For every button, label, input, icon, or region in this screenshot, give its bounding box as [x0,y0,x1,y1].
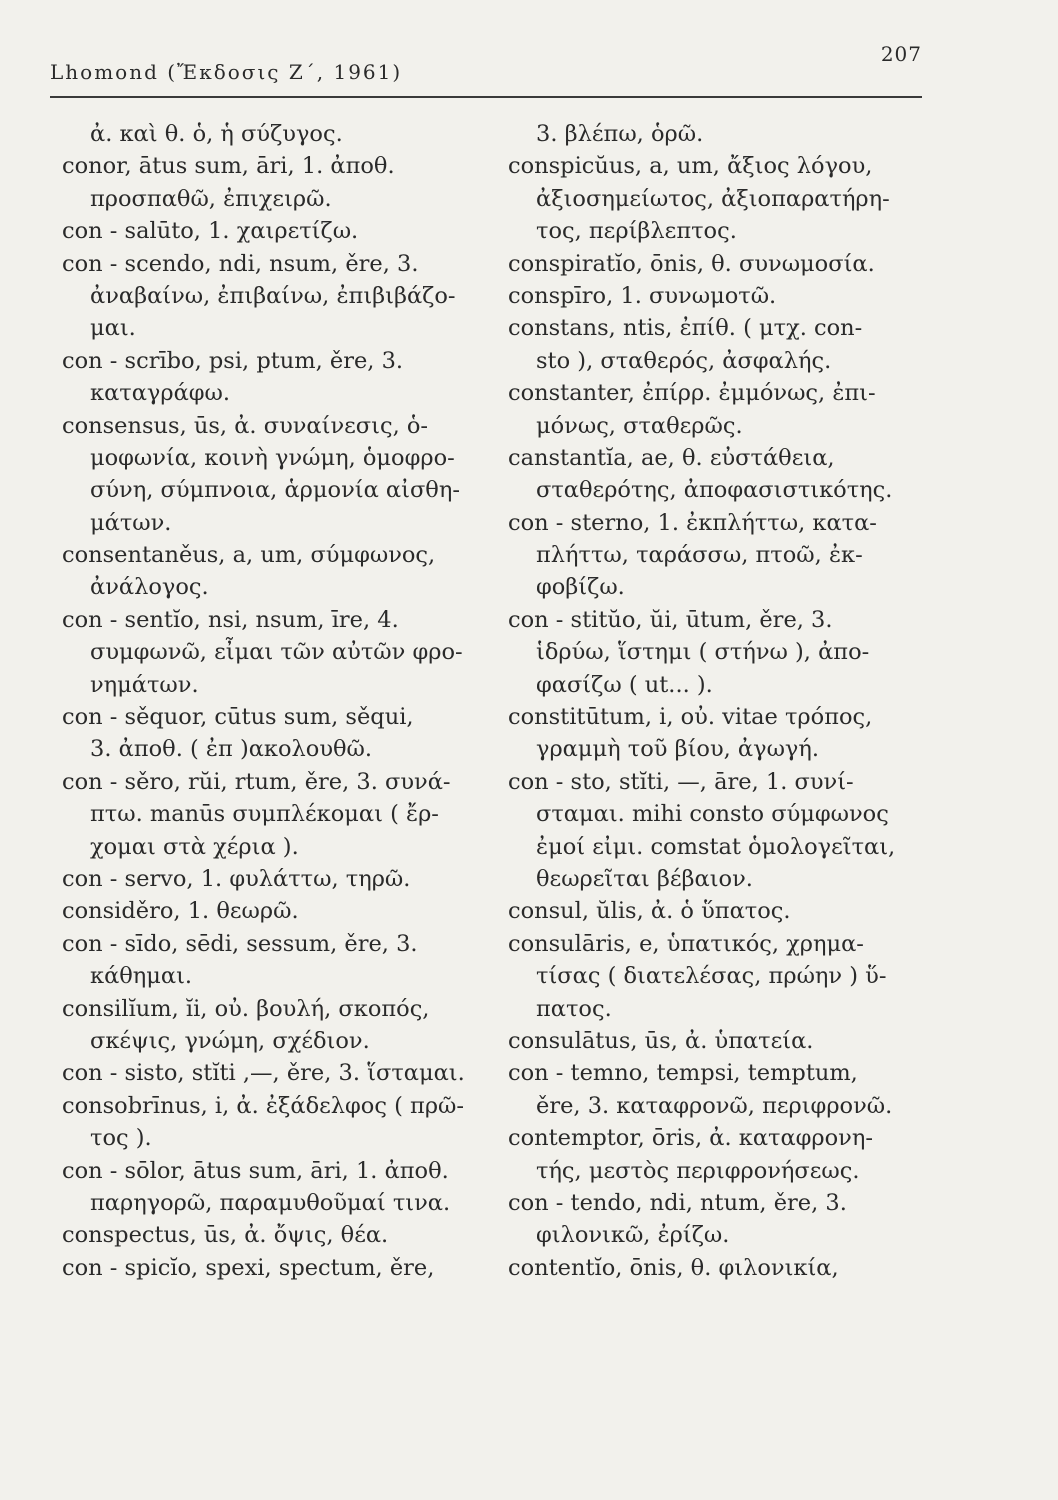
dictionary-line: con - sěro, rŭi, rtum, ěre, 3. συνά- [62,768,451,795]
dictionary-line: 3. βλέπω, ὁρῶ. [536,121,704,147]
dictionary-line: ěre, 3. καταφρονῶ, περιφρονῶ. [536,1092,893,1119]
dictionary-line: con - sentĭo, nsi, nsum, īre, 4. [62,606,399,633]
dictionary-line: μαι. [90,315,136,342]
dictionary-line: γραμμὴ τοῦ βίου, ἀγωγή. [536,736,819,763]
dictionary-line: constanter, ἐπίρρ. ἐμμόνως, ἐπι- [508,380,876,407]
dictionary-line: παρηγορῶ, παραμυθοῦμαί τινα. [90,1189,451,1216]
dictionary-line: συμφωνῶ, εἶμαι τῶν αὐτῶν φρο- [90,639,463,666]
dictionary-line: σταμαι. mihi consto σύμφωνος [536,801,889,828]
dictionary-line: φιλονικῶ, ἐρίζω. [536,1222,730,1249]
dictionary-line: con - temno, tempsi, temptum, [508,1060,858,1087]
dictionary-line: μάτων. [90,509,172,536]
dictionary-line: πατος. [536,995,612,1022]
running-head: Lhomond (Ἔκδοσις Ζ΄, 1961) [50,60,403,84]
dictionary-line: ἀναβαίνω, ἐπιβαίνω, ἐπιβιβάζο- [90,282,456,309]
left-column [62,118,502,1284]
dictionary-line: consul, ŭlis, ἀ. ὁ ὕπατος. [508,898,791,925]
page-header [50,40,922,98]
dictionary-line: conspicŭus, a, um, ἄξιος λόγου, [508,153,873,180]
dictionary-line: con - sěquor, cūtus sum, sěqui, [62,704,414,731]
dictionary-line: σταθερότης, ἀποφασιστικότης. [536,477,893,504]
dictionary-line: con - scendo, ndi, nsum, ěre, 3. [62,250,419,277]
dictionary-line: ἀ. καὶ θ. ὁ, ἡ σύζυγος. [90,121,343,147]
dictionary-line: con - scrībo, psi, ptum, ěre, 3. [62,347,404,374]
dictionary-line: ἐμοί εἰμι. comstat ὁμολογεῖται, [536,833,896,860]
dictionary-line: canstantĭa, ae, θ. εὐστάθεια, [508,444,835,471]
dictionary-line: θεωρεῖται βέβαιον. [536,865,753,892]
dictionary-line: πτω. manūs συμπλέκομαι ( ἔρ- [90,801,439,828]
dictionary-line: conor, ātus sum, āri, 1. ἀποθ. [62,153,395,180]
dictionary-line: σκέψις, γνώμη, σχέδιον. [90,1027,370,1054]
dictionary-line: μοφωνία, κοινὴ γνώμη, ὁμοφρο- [90,444,455,471]
dictionary-line: conspīro, 1. συνωμοτῶ. [508,282,777,309]
dictionary-line: con - salūto, 1. χαιρετίζω. [62,218,359,245]
dictionary-line: τής, μεστὸς περιφρονήσεως. [536,1157,860,1184]
dictionary-line: τος ). [90,1125,152,1152]
dictionary-line: consentaněus, a, um, σύμφωνος, [62,542,436,569]
page-number: 207 [880,42,922,66]
dictionary-line: con - servo, 1. φυλάττω, τηρῶ. [62,865,411,892]
right-column [508,118,948,1284]
dictionary-line: consulātus, ūs, ἀ. ὑπατεία. [508,1027,814,1054]
dictionary-line: considěro, 1. θεωρῶ. [62,898,299,925]
dictionary-line: consulāris, e, ὑπατικός, χρημα- [508,930,864,957]
dictionary-line: τίσας ( διατελέσας, πρώην ) ὕ- [536,963,887,990]
dictionary-line: con - sto, stĭti, —, āre, 1. συνί- [508,768,854,795]
dictionary-line: σύνη, σύμπνοια, ἁρμονία αἰσθη- [90,477,460,504]
dictionary-line: μόνως, σταθερῶς. [536,412,743,439]
dictionary-line: con - sōlor, ātus sum, āri, 1. ἀποθ. [62,1157,449,1184]
dictionary-line: constans, ntis, ἐπίθ. ( μτχ. con- [508,315,863,342]
dictionary-line: 3. ἀποθ. ( ἐπ )ακολουθῶ. [90,736,373,763]
dictionary-line: con - tendo, ndi, ntum, ěre, 3. [508,1189,847,1216]
dictionary-line: κάθημαι. [90,963,193,990]
dictionary-line: καταγράφω. [90,380,231,407]
dictionary-line: con - sterno, 1. ἐκπλήττω, κατα- [508,509,877,536]
dictionary-line: προσπαθῶ, ἐπιχειρῶ. [90,185,332,212]
dictionary-line: φοβίζω. [536,574,625,601]
dictionary-line: conspectus, ūs, ἀ. ὄψις, θέα. [62,1222,389,1249]
dictionary-line: sto ), σταθερός, ἀσφαλής. [536,347,832,374]
dictionary-line: con - sisto, stĭti ,—, ěre, 3. ἵσταμαι. [62,1060,465,1087]
dictionary-line: χομαι στὰ χέρια ). [90,833,299,860]
dictionary-line: consilĭum, ĭi, οὐ. βουλή, σκοπός, [62,995,430,1022]
dictionary-line: νημάτων. [90,671,199,698]
dictionary-line: πλήττω, ταράσσω, πτοῶ, ἐκ- [536,542,863,569]
dictionary-line: ἱδρύω, ἵστημι ( στήνω ), ἀπο- [536,639,870,666]
dictionary-line: consensus, ūs, ἀ. συναίνεσις, ὁ- [62,412,429,439]
dictionary-line: ἀνάλογος. [90,574,209,601]
dictionary-line: conspiratĭo, ōnis, θ. συνωμοσία. [508,250,875,277]
dictionary-line: φασίζω ( ut... ). [536,671,713,698]
dictionary-line: con - sīdo, sēdi, sessum, ěre, 3. [62,930,418,957]
dictionary-line: consobrīnus, i, ἀ. ἐξάδελφος ( πρῶ- [62,1092,464,1119]
dictionary-line: ἀξιοσημείωτος, ἀξιοπαρατήρη- [536,185,890,212]
dictionary-line: τος, περίβλεπτος. [536,218,737,245]
dictionary-line: con - stitŭo, ŭi, ūtum, ěre, 3. [508,606,833,633]
dictionary-line: contentĭo, ōnis, θ. φιλονικία, [508,1254,839,1281]
dictionary-line: con - spicĭo, spexi, spectum, ěre, [62,1254,435,1281]
dictionary-line: contemptor, ōris, ἀ. καταφρονη- [508,1125,873,1152]
dictionary-line: constitūtum, i, οὐ. vitae τρόπος, [508,704,873,731]
